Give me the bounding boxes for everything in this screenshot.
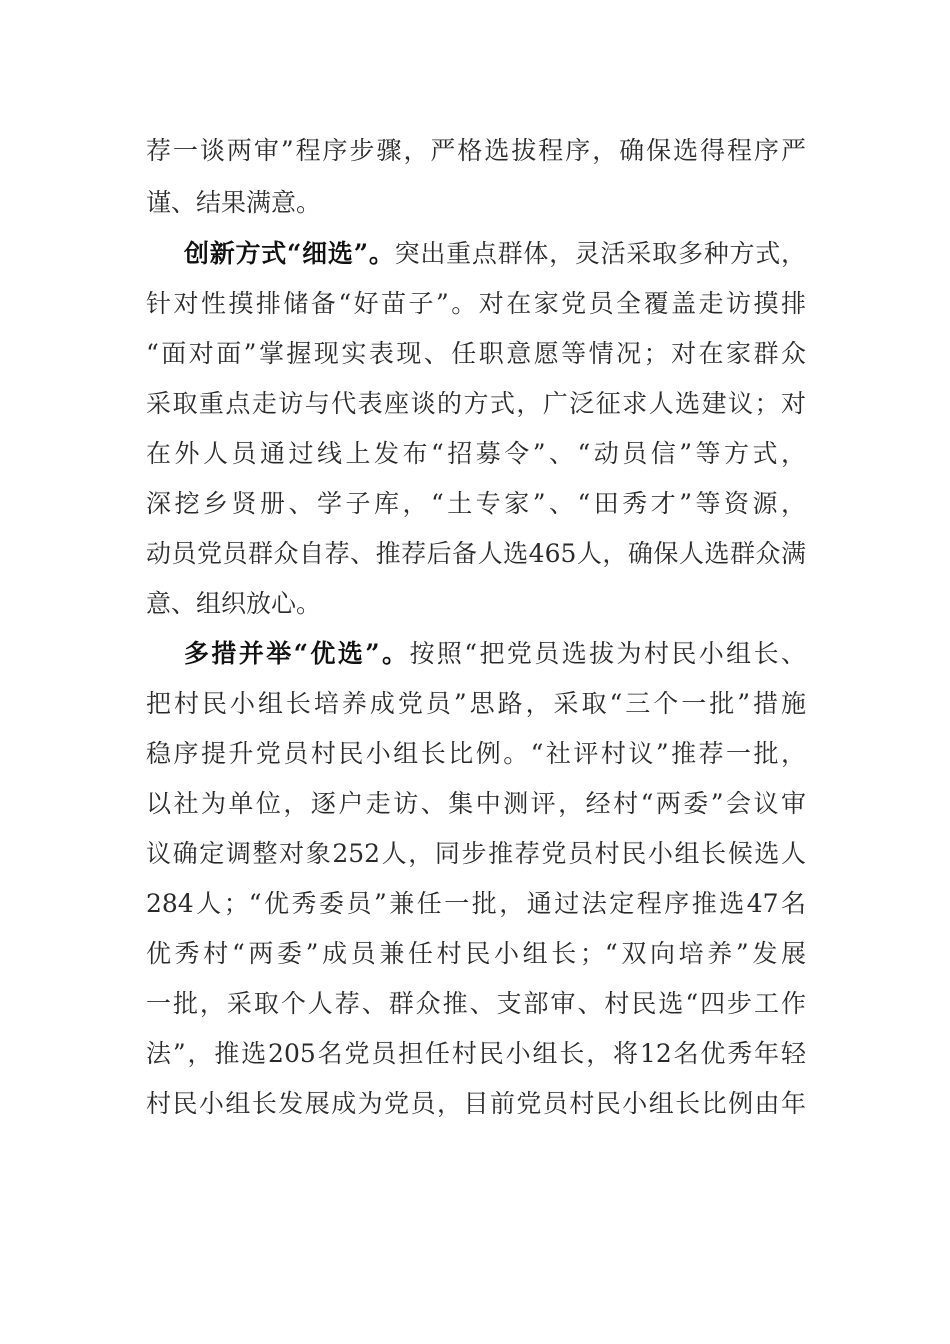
paragraph-2-heading: 创新方式“细选”。 — [184, 239, 395, 268]
paragraph-2-line-2: 针对性摸排储备“好苗子”。对在家党员全覆盖走访摸排 — [146, 289, 806, 318]
paragraph-2-line-7: 动员党员群众自荐、推荐后备人选465人，确保人选群众满 — [146, 539, 806, 568]
paragraph-2-line-4: 采取重点走访与代表座谈的方式，广泛征求人选建议；对 — [146, 389, 806, 418]
paragraph-3-line-5: 议确定调整对象252人，同步推荐党员村民小组长候选人 — [146, 839, 806, 868]
paragraph-2-line-1 — [184, 237, 806, 271]
paragraph-2-line-5: 在外人员通过线上发布“招募令”、“动员信”等方式， — [146, 439, 806, 468]
paragraph-3-line-7: 优秀村“两委”成员兼任村民小组长；“双向培养”发展 — [146, 939, 806, 968]
paragraph-2-first-line-text: 突出重点群体，灵活采取多种方式， — [394, 239, 806, 268]
paragraph-1-line-1: 荐一谈两审”程序步骤，严格选拔程序，确保选得程序严 — [146, 136, 806, 165]
paragraph-2-line-3: “面对面”掌握现实表现、任职意愿等情况；对在家群众 — [146, 339, 806, 368]
paragraph-3-line-8: 一批，采取个人荐、群众推、支部审、村民选“四步工作 — [146, 989, 806, 1018]
paragraph-3-line-4: 以社为单位，逐户走访、集中测评，经村“两委”会议审 — [146, 789, 806, 818]
paragraph-3-first-line-text: 按照“把党员选拔为村民小组长、 — [409, 639, 806, 668]
paragraph-3-line-3: 稳序提升党员村民小组长比例。“社评村议”推荐一批， — [146, 739, 806, 768]
paragraph-3-heading: 多措并举“优选”。 — [184, 639, 410, 668]
paragraph-3-line-9: 法”，推选205名党员担任村民小组长，将12名优秀年轻 — [146, 1039, 806, 1068]
paragraph-2-line-6: 深挖乡贤册、学子库，“土专家”、“田秀才”等资源， — [146, 489, 806, 518]
paragraph-2-line-8: 意、组织放心。 — [146, 589, 322, 618]
paragraph-3-line-10: 村民小组长发展成为党员，目前党员村民小组长比例由年 — [146, 1089, 806, 1118]
paragraph-3-line-2: 把村民小组长培养成党员”思路，采取“三个一批”措施 — [146, 689, 806, 718]
paragraph-3-line-1 — [184, 637, 806, 671]
paragraph-3-line-6: 284人；“优秀委员”兼任一批，通过法定程序推选47名 — [146, 889, 806, 918]
paragraph-1-line-2: 谨、结果满意。 — [146, 188, 322, 217]
